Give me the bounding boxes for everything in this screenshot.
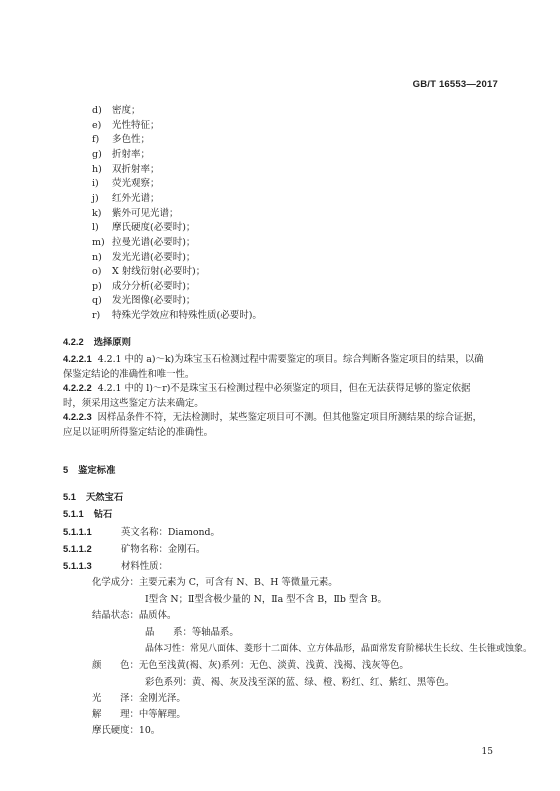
clause-text: 材料性质： (121, 561, 168, 572)
list-item-letter: d) (92, 105, 102, 116)
clause-text-line1: 4.2.1 中的 a)～k)为珠宝玉石检测过程中需要鉴定的项目。综合判断各鉴定项目的结果，以确 (97, 354, 484, 365)
list-item-letter: n) (92, 251, 102, 263)
list-item (92, 104, 141, 117)
clause-number: 4.2.2.2 (63, 382, 92, 393)
prop-color-series2: 彩色系列：黄、褐、灰及浅至深的蓝、绿、橙、粉红、红、紫红、黑等色。 (145, 677, 455, 688)
standard-number-header: GB/T 16553—2017 (412, 79, 498, 90)
list-item-text: 光性特征； (112, 119, 160, 131)
clause-text-line1: 4.2.1 中的 l)～r)不是珠宝玉石检测过程中必须鉴定的项目，但在无法获得足够的鉴定依据 (97, 383, 471, 394)
prop-chemical-types: Ⅰ型含 N；Ⅱ型含极少量的 N，Ⅱa 型不含 B，Ⅱb 型含 B。 (145, 594, 387, 605)
prop-color-label: 颜 色： (92, 660, 139, 671)
clause-5-1-1-2 (63, 541, 205, 555)
clause-text: 矿物名称：金刚石。 (121, 544, 206, 555)
list-item-letter: i) (92, 178, 99, 190)
prop-hardness: 摩氏硬度：10。 (92, 725, 161, 736)
clause-number: 5.1.1.3 (63, 560, 92, 571)
section-number: 5.1.1 (63, 509, 84, 519)
list-item (92, 177, 160, 190)
prop-crystal-state: 结晶状态：晶质体。 (92, 610, 177, 621)
prop-color-series1: 无色至浅黄(褐、灰)系列：无色、淡黄、浅黄、浅褐、浅灰等色。 (138, 660, 409, 671)
section-4-2-2-heading (63, 334, 131, 348)
clause-number: 5.1.1.2 (63, 543, 92, 554)
list-item-letter: q) (92, 295, 102, 307)
list-item-letter: p) (92, 280, 102, 292)
list-item-text: 特殊光学效应和特殊性质(必要时)。 (112, 310, 262, 322)
clause-4-2-2-2 (63, 381, 499, 411)
prop-crystal-habit: 晶体习性：常见八面体、菱形十二面体、立方体晶形，晶面常发育阶梯状生长纹、生长锥或蚀象。 (145, 644, 533, 654)
prop-crystal-system: 晶 系：等轴晶系。 (145, 627, 239, 638)
clause-text: 英文名称：Diamond。 (121, 527, 220, 538)
section-title: 钻石 (93, 509, 113, 519)
clause-number: 4.2.2.3 (63, 411, 92, 422)
list-item-letter: r) (92, 310, 101, 322)
list-item-text: 折射率； (112, 148, 151, 160)
prop-chemical-composition: 化学成分：主要元素为 C，可含有 N、B、H 等微量元素。 (92, 577, 338, 588)
list-item-text: 荧光观察； (112, 178, 160, 190)
section-title: 鉴定标准 (78, 465, 116, 475)
prop-cleavage: 解 理：中等解理。 (92, 709, 186, 720)
section-5-1-1-heading (63, 506, 112, 520)
clause-number: 4.2.2.1 (63, 353, 92, 364)
list-item-text: 发光图像(必要时)； (112, 295, 196, 307)
list-item-text: 成分分析(必要时)； (112, 280, 196, 292)
list-item-text: 双折射率； (112, 163, 160, 175)
section-title: 选择原则 (93, 337, 131, 347)
list-item (92, 207, 179, 220)
list-item (92, 163, 160, 176)
list-item-text: 发光光谱(必要时)； (112, 251, 196, 263)
list-item-letter: g) (92, 148, 102, 160)
prop-luster: 光 泽：金刚光泽。 (92, 693, 186, 704)
list-item-letter: e) (92, 119, 102, 131)
section-title: 天然宝石 (85, 492, 124, 502)
prop-color-row1 (92, 657, 409, 671)
list-item-letter: f) (92, 134, 100, 146)
list-item-text: 紫外可见光谱； (112, 207, 179, 219)
list-item-text: 多色性； (112, 134, 151, 146)
list-item-letter: m) (92, 236, 105, 248)
clause-5-1-1-1 (63, 524, 220, 538)
list-item-letter: l) (92, 222, 99, 234)
section-number: 4.2.2 (63, 337, 84, 347)
list-item-text: 拉曼光谱(必要时)； (112, 236, 196, 248)
clause-4-2-2-3 (63, 410, 499, 440)
list-item-letter: j) (92, 192, 99, 204)
list-item (92, 294, 195, 307)
page-number: 15 (481, 747, 493, 757)
clause-number: 5.1.1.1 (63, 526, 92, 537)
section-5-heading (63, 462, 115, 476)
clause-4-2-2-1 (63, 352, 499, 382)
list-item (92, 133, 150, 146)
list-item-letter: k) (92, 207, 102, 219)
clause-text-line2: 时，须采用这些鉴定方法来确定。 (63, 397, 204, 409)
list-item-text: 摩氏硬度(必要时)； (112, 222, 196, 234)
list-item (92, 251, 195, 264)
list-item-text: 密度； (112, 105, 141, 116)
list-item (92, 236, 195, 249)
clause-text-line2: 保鉴定结论的准确性和唯一性。 (63, 368, 195, 380)
clause-5-1-1-3 (63, 558, 168, 572)
section-5-1-heading (63, 489, 123, 503)
clause-text-line1: 因样品条件不符，无法检测时，某些鉴定项目可不测。但其他鉴定项目所测结果的综合证据， (97, 412, 483, 423)
section-number: 5 (63, 465, 69, 475)
clause-text-line2: 应足以证明所得鉴定结论的准确性。 (63, 426, 214, 438)
list-item (92, 280, 195, 293)
list-item-text: X 射线衍射(必要时)； (112, 266, 206, 278)
list-item-letter: o) (92, 266, 102, 278)
section-number: 5.1 (63, 492, 76, 502)
list-item-text: 红外光谱； (112, 192, 160, 204)
list-item-letter: h) (92, 163, 102, 175)
list-item (92, 119, 160, 132)
list-item (92, 148, 150, 161)
list-item (92, 309, 262, 322)
list-item (92, 265, 205, 278)
list-item (92, 192, 160, 205)
list-item (92, 221, 195, 234)
